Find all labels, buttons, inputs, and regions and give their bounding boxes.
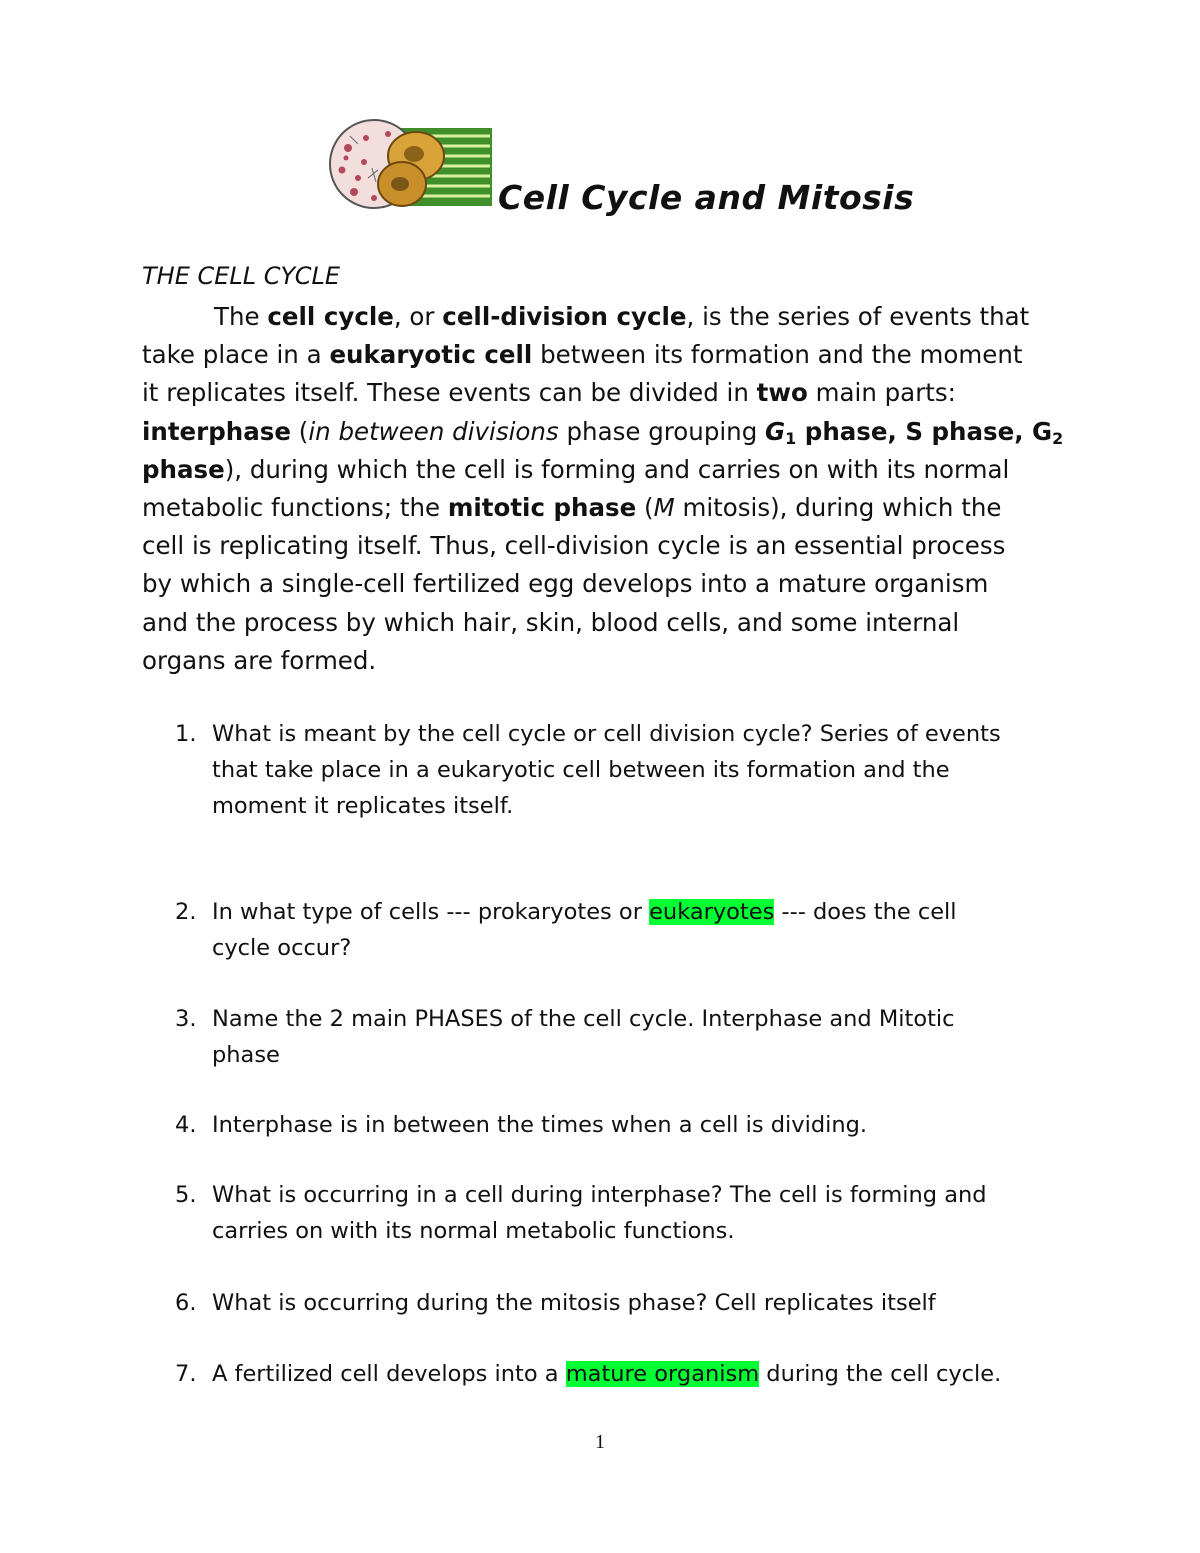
question-number: 7.: [175, 1361, 197, 1387]
intro-paragraph: The cell cycle, or cell-division cycle, is the series of events that take place in a eukaryotic cell between its formation and the moment it replicates itself. These events can be divided in two main parts: interphase (in between divisions phase grouping $G_1$ phase, S phase, $G_2$ phase), during which the cell is forming and carries on with its normal metabolic functions; the mitotic phase (M mitosis), during which the cell is replicating itself. Thus, cell-division cycle is an essential process by which a single-cell fertilized egg develops into a mature organism and the process by which hair, skin, blood cells, and some internal organs are formed.: [142, 302, 1064, 675]
question-1: [175, 716, 1075, 824]
question-number: 5.: [175, 1182, 197, 1208]
question-7: [175, 1356, 1075, 1392]
document-title: Cell Cycle and Mitosis: [498, 178, 915, 217]
question-text: that take place in a eukaryotic cell between its formation and the: [212, 757, 950, 783]
question-text: phase: [212, 1042, 280, 1068]
question-text: carries on with its normal metabolic functions.: [212, 1218, 735, 1244]
question-number: 3.: [175, 1006, 197, 1032]
question-number: 1.: [175, 721, 197, 747]
question-text: What is occurring during the mitosis phase? Cell replicates itself: [212, 1290, 936, 1316]
question-6: [175, 1285, 1075, 1321]
question-3: [175, 1001, 1075, 1073]
question-text: Name the 2 main PHASES of the cell cycle. Interphase and Mitotic: [212, 1006, 955, 1032]
highlighted-answer: eukaryotes: [649, 899, 775, 925]
question-5: [175, 1177, 1075, 1249]
page-number: 1: [595, 1431, 605, 1453]
question-text: What is occurring in a cell during interphase? The cell is forming and: [212, 1182, 987, 1208]
section-heading: THE CELL CYCLE: [142, 262, 341, 290]
question-text: Interphase is in between the times when a cell is dividing.: [212, 1112, 868, 1138]
question-number: 2.: [175, 899, 197, 925]
question-text: moment it replicates itself.: [212, 793, 514, 819]
question-4: [175, 1107, 1075, 1143]
question-text: What is meant by the cell cycle or cell division cycle? Series of events: [212, 721, 1001, 747]
document-header: [328, 118, 948, 218]
cell-cycle-logo-icon: [328, 118, 498, 214]
highlighted-answer: mature organism: [565, 1361, 760, 1387]
question-2: [175, 894, 1075, 966]
question-text: cycle occur?: [212, 935, 352, 961]
question-number: 6.: [175, 1290, 197, 1316]
question-number: 4.: [175, 1112, 197, 1138]
question-text: In what type of cells --- prokaryotes or eukaryotes --- does the cell: [212, 899, 957, 925]
question-text: A fertilized cell develops into a mature organism during the cell cycle.: [212, 1361, 1002, 1387]
